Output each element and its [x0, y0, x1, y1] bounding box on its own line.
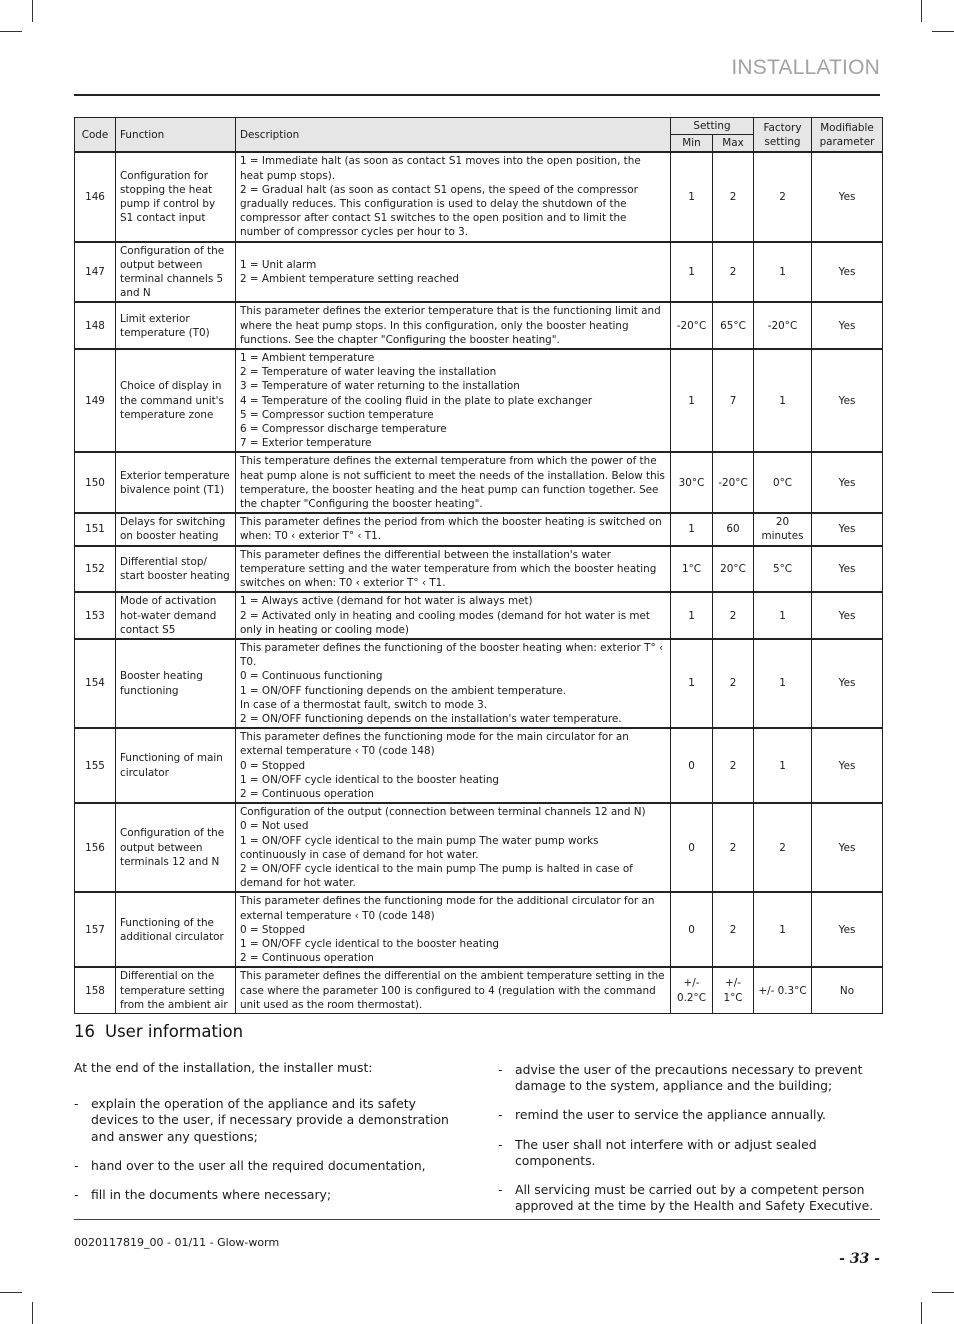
- cell-description: [236, 349, 671, 452]
- cell-max: 7: [713, 349, 754, 452]
- right-bullet-list: [498, 1062, 880, 1214]
- cell-modifiable: Yes: [812, 513, 883, 545]
- cell-min: 30°C: [671, 452, 713, 513]
- cell-function: Functioning of the additional circulator: [116, 892, 236, 967]
- description-line: 2 = ON/OFF cycle identical to the main pump The pump is halted in case of demand for hot water.: [240, 862, 633, 890]
- cell-modifiable: Yes: [812, 546, 883, 593]
- cell-function: Differential on the temperature setting from the ambient air: [116, 967, 236, 1013]
- description-line: In case of a thermostat fault, switch to mode 3.: [240, 698, 488, 711]
- description-line: 2 = Temperature of water leaving the installation: [240, 366, 497, 379]
- bullet-dash: -: [498, 1136, 503, 1152]
- parameters-table: [74, 117, 883, 1014]
- section-number: 16: [74, 1022, 95, 1041]
- cell-factory-setting: +/- 0.3°C: [754, 967, 812, 1013]
- cell-max: 2: [713, 152, 754, 241]
- description-line: This parameter defines the differential between the installation's water temperature setting and the water temperature from which the booster heating switches on when: T0 ‹ exterior T° ‹ T1.: [240, 548, 657, 590]
- list-item: [74, 1158, 464, 1174]
- cell-code: 156: [75, 803, 116, 892]
- cell-modifiable: Yes: [812, 452, 883, 513]
- cell-modifiable: Yes: [812, 302, 883, 349]
- crop-mark: [32, 0, 33, 22]
- description-line: This parameter defines the functioning mode for the main circulator for an external temperature ‹ T0 (code 148): [240, 731, 629, 758]
- page-number: - 33 -: [839, 1251, 880, 1267]
- cell-function: Delays for switching on booster heating: [116, 513, 236, 545]
- cell-factory-setting: 5°C: [754, 546, 812, 593]
- table-row: [75, 967, 883, 1013]
- cell-modifiable: No: [812, 967, 883, 1013]
- cell-description: [236, 892, 671, 967]
- cell-factory-setting: 0°C: [754, 452, 812, 513]
- cell-description: [236, 967, 671, 1013]
- cell-modifiable: Yes: [812, 728, 883, 803]
- table-row: [75, 242, 883, 303]
- header-divider: [74, 94, 880, 96]
- description-line: 6 = Compressor discharge temperature: [240, 423, 447, 436]
- bullet-dash: -: [498, 1062, 503, 1077]
- list-item: [74, 1096, 464, 1145]
- bullet-dash: -: [74, 1157, 79, 1173]
- cell-modifiable: Yes: [812, 152, 883, 241]
- bullet-dash: -: [74, 1096, 79, 1112]
- description-line: 1 = Unit alarm: [240, 258, 317, 271]
- cell-description: [236, 546, 671, 593]
- description-line: This parameter defines the exterior temperature that is the functioning limit and where the heat pump stops. In this configuration, only the booster heating functions. See the chapter "Configuring the booster heating".: [240, 305, 661, 346]
- cell-description: [236, 302, 671, 349]
- cell-code: 154: [75, 639, 116, 728]
- cell-factory-setting: 1: [754, 349, 812, 452]
- cell-min: 1: [671, 639, 713, 728]
- description-line: 4 = Temperature of the cooling fluid in the plate to plate exchanger: [240, 394, 593, 407]
- crop-mark: [932, 1292, 954, 1293]
- description-line: This parameter defines the functioning of the booster heating when: exterior T° ‹ T0.: [240, 641, 664, 669]
- table-row: [75, 803, 883, 892]
- description-line: 2 = Ambient temperature setting reached: [240, 273, 460, 286]
- cell-code: 153: [75, 592, 116, 639]
- crop-mark: [0, 1292, 22, 1293]
- cell-max: 2: [713, 639, 754, 728]
- description-line: 0 = Not used: [240, 820, 309, 833]
- description-line: 0 = Continuous functioning: [240, 670, 383, 683]
- cell-factory-setting: 20 minutes: [754, 513, 812, 545]
- cell-max: 2: [713, 728, 754, 803]
- header-code: Code: [75, 118, 116, 153]
- description-line: 1 = Immediate halt (as soon as contact S1 moves into the open position, the heat pump stops).: [240, 155, 641, 182]
- cell-min: 1: [671, 152, 713, 241]
- cell-max: 60: [713, 513, 754, 545]
- cell-modifiable: Yes: [812, 349, 883, 452]
- cell-description: [236, 639, 671, 728]
- cell-max: -20°C: [713, 452, 754, 513]
- cell-code: 150: [75, 452, 116, 513]
- table-body: [75, 152, 883, 1013]
- description-line: This parameter defines the differential on the ambient temperature setting in the case where the parameter 100 is configured to 4 (regulation with the command unit used as the room thermostat).: [240, 970, 665, 1011]
- list-item: [74, 1187, 464, 1203]
- list-item: [498, 1137, 880, 1169]
- description-line: 1 = Ambient temperature: [240, 352, 375, 365]
- header-description: Description: [236, 118, 671, 153]
- cell-function: Configuration for stopping the heat pump if control by S1 contact input: [116, 152, 236, 241]
- header-modifiable-parameter: Modifiable parameter: [812, 118, 883, 153]
- description-line: 1 = ON/OFF cycle identical to the main pump The water pump works continuously in case of demand for hot water.: [240, 834, 599, 861]
- table-row: [75, 302, 883, 349]
- bullet-dash: -: [498, 1107, 503, 1123]
- description-line: 1 = ON/OFF functioning depends on the ambient temperature.: [240, 684, 567, 697]
- description-line: 3 = Temperature of water returning to the installation: [240, 380, 520, 393]
- description-line: 2 = Continuous operation: [240, 952, 374, 965]
- cell-code: 147: [75, 242, 116, 303]
- cell-max: 2: [713, 592, 754, 639]
- list-item-text: advise the user of the precautions necessary to prevent damage to the system, appliance and the building;: [515, 1062, 863, 1094]
- cell-min: 0: [671, 803, 713, 892]
- list-item-text: remind the user to service the appliance annually.: [515, 1107, 826, 1123]
- list-item: [498, 1062, 880, 1094]
- cell-factory-setting: 1: [754, 242, 812, 303]
- list-item-text: The user shall not interfere with or adjust sealed components.: [515, 1136, 817, 1168]
- description-line: This parameter defines the functioning mode for the additional circulator for an external temperature ‹ T0 (code 148): [240, 895, 655, 922]
- cell-code: 152: [75, 546, 116, 593]
- cell-factory-setting: 2: [754, 803, 812, 892]
- list-item-text: explain the operation of the appliance and its safety devices to the user, if necessary provide a demonstration and answer any questions;: [91, 1096, 449, 1144]
- cell-function: Mode of activation hot-water demand contact S5: [116, 592, 236, 639]
- list-item: [498, 1182, 880, 1214]
- left-column: [74, 1060, 464, 1216]
- cell-factory-setting: 1: [754, 592, 812, 639]
- table-row: [75, 892, 883, 967]
- cell-min: 0: [671, 728, 713, 803]
- cell-max: 2: [713, 892, 754, 967]
- description-line: 0 = Stopped: [240, 759, 306, 772]
- cell-function: Booster heating functioning: [116, 639, 236, 728]
- left-bullet-list: [74, 1096, 464, 1203]
- cell-min: -20°C: [671, 302, 713, 349]
- cell-min: 0: [671, 892, 713, 967]
- page-header-title: INSTALLATION: [731, 56, 880, 79]
- cell-code: 151: [75, 513, 116, 545]
- intro-text: At the end of the installation, the installer must:: [74, 1060, 373, 1075]
- cell-modifiable: Yes: [812, 242, 883, 303]
- table-row: [75, 546, 883, 593]
- list-item-text: hand over to the user all the required documentation,: [91, 1157, 426, 1173]
- footer-divider: [74, 1219, 880, 1220]
- crop-mark: [921, 1302, 922, 1324]
- cell-modifiable: Yes: [812, 639, 883, 728]
- document-reference: 0020117819_00 - 01/11 - Glow-worm: [74, 1236, 280, 1249]
- description-line: 1 = Always active (demand for hot water is always met): [240, 595, 533, 608]
- description-line: 0 = Stopped: [240, 923, 306, 936]
- description-line: 2 = Activated only in heating and cooling modes (demand for hot water is met only in heating or cooling mode): [240, 609, 650, 636]
- crop-mark: [0, 31, 22, 32]
- table-row: [75, 349, 883, 452]
- header-factory-setting: Factory setting: [754, 118, 812, 153]
- cell-function: Functioning of main circulator: [116, 728, 236, 803]
- cell-function: Differential stop/ start booster heating: [116, 546, 236, 593]
- cell-factory-setting: 1: [754, 639, 812, 728]
- cell-function: Choice of display in the command unit's temperature zone: [116, 349, 236, 452]
- cell-description: [236, 728, 671, 803]
- cell-code: 155: [75, 728, 116, 803]
- cell-description: [236, 592, 671, 639]
- table-row: [75, 639, 883, 728]
- cell-description: [236, 152, 671, 241]
- header-max: Max: [713, 135, 754, 153]
- description-line: This temperature defines the external temperature from which the power of the heat pump alone is not sufficient to meet the needs of the installation. Below this temperature, the booster heating and the heat pump can function together. See the chapter "Configuring the booster heating".: [240, 455, 665, 511]
- table-row: [75, 513, 883, 545]
- crop-mark: [32, 1302, 33, 1324]
- cell-function: Configuration of the output between terminal channels 5 and N: [116, 242, 236, 303]
- cell-max: 2: [713, 803, 754, 892]
- crop-mark: [921, 0, 922, 22]
- table-row: [75, 452, 883, 513]
- section-heading: [74, 1022, 243, 1041]
- header-setting: Setting: [671, 118, 754, 135]
- cell-factory-setting: -20°C: [754, 302, 812, 349]
- description-line: 1 = ON/OFF cycle identical to the booster heating: [240, 773, 499, 786]
- description-line: 2 = Continuous operation: [240, 787, 374, 800]
- cell-max: 2: [713, 242, 754, 303]
- cell-modifiable: Yes: [812, 892, 883, 967]
- cell-code: 158: [75, 967, 116, 1013]
- cell-max: 65°C: [713, 302, 754, 349]
- cell-code: 157: [75, 892, 116, 967]
- cell-max: +/- 1°C: [713, 967, 754, 1013]
- cell-factory-setting: 1: [754, 892, 812, 967]
- cell-factory-setting: 2: [754, 152, 812, 241]
- cell-function: Configuration of the output between terminals 12 and N: [116, 803, 236, 892]
- cell-min: 1: [671, 349, 713, 452]
- description-line: 1 = ON/OFF cycle identical to the booster heating: [240, 937, 499, 950]
- cell-min: 1: [671, 242, 713, 303]
- bullet-dash: -: [498, 1182, 503, 1198]
- header-function: Function: [116, 118, 236, 153]
- description-line: 2 = ON/OFF functioning depends on the installation's water temperature.: [240, 712, 622, 725]
- cell-code: 148: [75, 302, 116, 349]
- description-line: 2 = Gradual halt (as soon as contact S1 opens, the speed of the compressor gradually reduces. This configuration is used to delay the shutdown of the compressor after contact S1 switches to the open position and to limit the number of compressor cycles per hour to 3.: [240, 183, 638, 239]
- cell-min: 1: [671, 592, 713, 639]
- cell-min: +/- 0.2°C: [671, 967, 713, 1013]
- table-row: [75, 592, 883, 639]
- cell-function: Limit exterior temperature (T0): [116, 302, 236, 349]
- cell-code: 149: [75, 349, 116, 452]
- cell-description: [236, 452, 671, 513]
- cell-modifiable: Yes: [812, 592, 883, 639]
- list-item-text: fill in the documents where necessary;: [91, 1187, 332, 1203]
- description-line: 7 = Exterior temperature: [240, 437, 372, 450]
- cell-description: [236, 513, 671, 545]
- table-row: [75, 728, 883, 803]
- cell-modifiable: Yes: [812, 803, 883, 892]
- description-line: 5 = Compressor suction temperature: [240, 408, 434, 421]
- cell-min: 1°C: [671, 546, 713, 593]
- cell-factory-setting: 1: [754, 728, 812, 803]
- crop-mark: [932, 31, 954, 32]
- description-line: Configuration of the output (connection between terminal channels 12 and N): [240, 806, 646, 819]
- cell-min: 1: [671, 513, 713, 545]
- cell-max: 20°C: [713, 546, 754, 593]
- cell-code: 146: [75, 152, 116, 241]
- description-line: This parameter defines the period from which the booster heating is switched on when: T0 ‹ exterior T° ‹ T1.: [240, 516, 662, 543]
- table-row: [75, 152, 883, 241]
- list-item: [498, 1107, 880, 1123]
- list-item-text: All servicing must be carried out by a competent person approved at the time by the Health and Safety Executive.: [515, 1182, 874, 1214]
- cell-description: [236, 242, 671, 303]
- cell-description: [236, 803, 671, 892]
- right-column: [498, 1062, 880, 1227]
- cell-function: Exterior temperature bivalence point (T1): [116, 452, 236, 513]
- header-min: Min: [671, 135, 713, 153]
- bullet-dash: -: [74, 1187, 79, 1203]
- section-title: User information: [105, 1022, 244, 1041]
